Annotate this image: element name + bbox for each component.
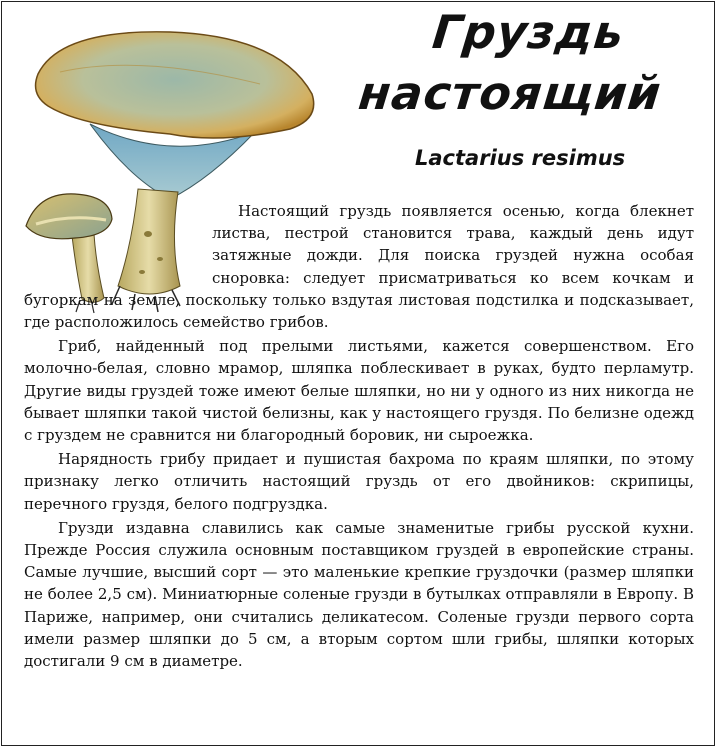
paragraph-4: Грузди издавна славились как самые знаменитые грибы русской кухни. Прежде Россия служила основным поставщиком груздей в европейские страны. Самые лучшие, высший сорт — это маленькие крепкие груздочки (размер шляпки не более 2,5 см). Миниатюрные соленые грузди в бутылках отправляли в Европу. В Париже, например, они считались деликатесом. Соленые грузди первого сорта имели размер шляпки до 5 см, а вторым сортом шли грибы, шляпки которых достигали 9 см в диаметре. <box>24 518 694 671</box>
article-body <box>24 200 694 674</box>
illustration-wrap-spacer <box>24 200 204 288</box>
paragraph-3: Нарядность грибу придает и пушистая бахрома по краям шляпки, по этому признаку легко отличить настоящий груздь от его двойников: скрипицы, перечного груздя, белого подгруздка. <box>24 450 694 513</box>
paragraph-1: Настоящий груздь появляется осенью, когда блекнет листва, пестрой становится трава, каждый день идут затяжные дожди. Для поиска груздей нужна особая сноровка: следует присматриваться ко всем кочкам и бугоркам на земле, поскольку только вздутая листовая подстилка и подсказывает, где расположилось семейство грибов. <box>24 202 694 332</box>
title-line-2: настоящий <box>356 66 665 120</box>
latin-name: Lactarius resimus <box>415 146 626 170</box>
article-title <box>334 4 717 126</box>
paragraph-2: Гриб, найденный под прелыми листьями, кажется совершенством. Его молочно-белая, словно мрамор, шляпка поблескивает в руках, будто перламутр. Другие виды груздей тоже имеют белые шляпки, но ни у одного из них никогда не бывает шляпки такой чистой белизны, как у настоящего груздя. По белизне одежд с груздем не сравнится ни благородный боровик, ни сыроежка. <box>24 337 694 445</box>
title-line-1: Груздь <box>430 5 627 59</box>
